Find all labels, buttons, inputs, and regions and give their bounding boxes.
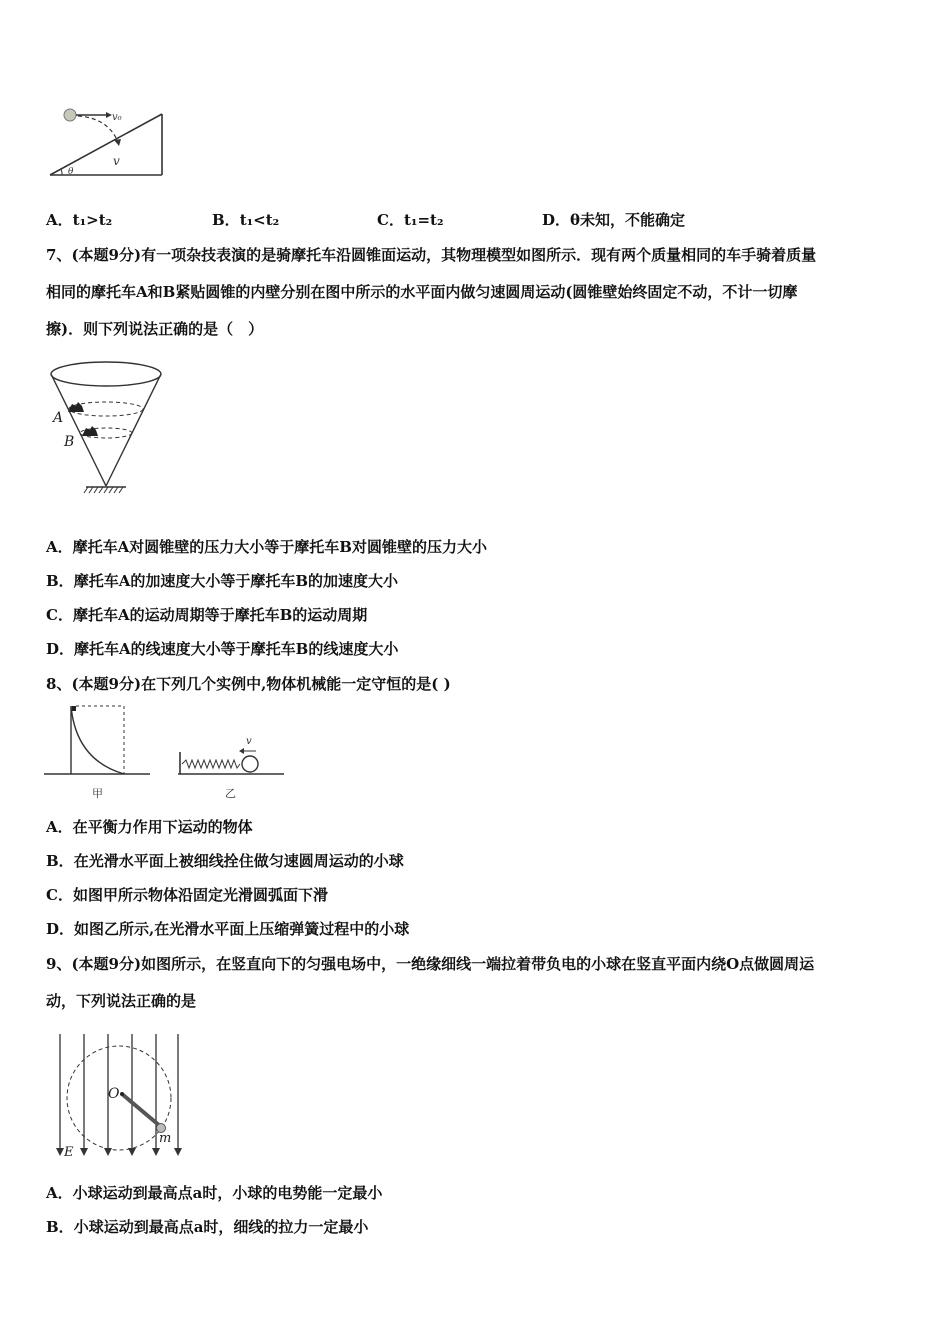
q6-option-b-text: t₁<t₂ — [239, 211, 280, 229]
string — [122, 1094, 160, 1126]
q8-score: (本题9分) — [71, 675, 142, 693]
q7-option-d-text: 摩托车A的线速度大小等于摩托车B的线速度大小 — [74, 640, 399, 658]
q8-option-c-letter: C． — [46, 886, 73, 904]
q9-score: (本题9分) — [71, 955, 142, 973]
q8-option-b-letter: B． — [46, 852, 74, 870]
q7-option-a-text: 摩托车A对圆锥壁的压力大小等于摩托车B对圆锥壁的压力大小 — [72, 538, 487, 556]
q7-option-b-text: 摩托车A的加速度大小等于摩托车B的加速度大小 — [73, 572, 399, 590]
q8-option-b-text: 在光滑水平面上被细线拴住做匀速圆周运动的小球 — [73, 852, 404, 870]
label-e: E — [64, 1145, 74, 1160]
spring — [182, 760, 240, 768]
q8-option-d-letter: D． — [46, 920, 75, 938]
field-figure — [46, 1034, 196, 1164]
v-arrow-head — [239, 748, 244, 754]
q7-option-d — [46, 639, 398, 659]
q8-option-a — [46, 817, 253, 837]
q8-option-a-text: 在平衡力作用下运动的物体 — [72, 818, 253, 836]
ball — [64, 109, 76, 121]
q6-option-a-letter: A． — [46, 211, 73, 229]
q7-stem-line1 — [46, 245, 816, 265]
q7-option-c — [46, 605, 367, 625]
q9-option-b — [46, 1217, 368, 1237]
ground-hatch — [84, 487, 123, 493]
q6-option-a — [46, 210, 112, 230]
q6-option-d — [542, 210, 685, 230]
label-v: v — [113, 154, 120, 168]
q6-option-c-letter: C． — [377, 211, 404, 229]
q6-option-d-text: θ未知，不能确定 — [570, 211, 686, 229]
q6-option-c-text: t₁=t₂ — [403, 211, 444, 229]
q9-number: 9、 — [46, 955, 72, 973]
label-v0: v₀ — [112, 112, 122, 123]
q9-option-a — [46, 1183, 382, 1203]
cone-right-wall — [106, 374, 161, 486]
q8-option-d-text: 如图乙所示,在光滑水平面上压缩弹簧过程中的小球 — [74, 920, 410, 938]
incline-slope — [50, 114, 162, 175]
q6-option-c — [377, 210, 444, 230]
trajectory-arrow — [114, 139, 121, 146]
field-arrowheads — [56, 1148, 182, 1156]
q8-option-c-text: 如图甲所示物体沿固定光滑圆弧面下滑 — [72, 886, 328, 904]
q6-option-a-text: t₁>t₂ — [72, 211, 113, 229]
label-theta: θ — [68, 167, 74, 177]
q6-option-b — [212, 210, 279, 230]
caption-yi: 乙 — [225, 787, 236, 800]
q7-option-c-letter: C． — [46, 606, 73, 624]
q8-option-d — [46, 919, 409, 939]
label-b: B — [64, 434, 75, 450]
label-m: m — [159, 1131, 172, 1146]
q7-option-b-letter: B． — [46, 572, 74, 590]
label-v-right: v — [246, 736, 252, 747]
q8-number: 8、 — [46, 675, 72, 693]
q7-stem-line3: 擦)．则下列说法正确的是（ ） — [46, 320, 264, 338]
arc-surface — [71, 706, 124, 774]
q8-stem-text: 在下列几个实例中,物体机械能一定守恒的是( ) — [141, 675, 451, 693]
caption-jia: 甲 — [92, 787, 103, 800]
q7-number: 7、 — [46, 246, 72, 264]
q7-option-a — [46, 537, 487, 557]
label-o: O — [108, 1086, 120, 1102]
q9-option-a-letter: A． — [46, 1184, 73, 1202]
pivot-o — [120, 1092, 124, 1096]
theta-arc — [61, 169, 62, 175]
q7-option-b — [46, 571, 398, 591]
incline-figure — [46, 104, 176, 184]
q9-option-b-text: 小球运动到最高点a时，细线的拉力一定最小 — [73, 1218, 369, 1236]
ball-right — [242, 756, 258, 772]
q9-stem-text1: 如图所示，在竖直向下的匀强电场中，一绝缘细线一端拉着带负电的小球在竖直平面内绕O点做圆周运 — [141, 955, 815, 973]
q9-stem-line2: 动，下列说法正确的是 — [46, 992, 197, 1010]
label-a: A — [53, 410, 64, 426]
block-on-arc — [72, 706, 76, 711]
q7-option-a-letter: A． — [46, 538, 73, 556]
q8-figures — [44, 702, 294, 802]
q8-stem — [46, 674, 451, 694]
q8-option-b — [46, 851, 404, 871]
q7-stem-line2: 相同的摩托车A和B紧贴圆锥的内壁分别在图中所示的水平面内做匀速圆周运动(圆锥壁始终固定不动，不计一切摩 — [46, 283, 798, 301]
q7-option-d-letter: D． — [46, 640, 75, 658]
q7-option-c-text: 摩托车A的运动周期等于摩托车B的运动周期 — [72, 606, 368, 624]
q9-option-a-text: 小球运动到最高点a时，小球的电势能一定最小 — [72, 1184, 383, 1202]
q9-option-b-letter: B． — [46, 1218, 74, 1236]
q8-option-c — [46, 885, 328, 905]
cone-top-rim — [51, 362, 161, 386]
q6-option-b-letter: B． — [212, 211, 240, 229]
cone-figure — [44, 352, 174, 502]
q6-option-d-letter: D． — [542, 211, 571, 229]
q8-option-a-letter: A． — [46, 818, 73, 836]
q7-score: (本题9分) — [71, 246, 142, 264]
q9-stem-line1 — [46, 954, 814, 974]
cone-left-wall — [51, 374, 106, 486]
motorbike-b — [82, 426, 98, 436]
q7-stem-text1: 有一项杂技表演的是骑摩托车沿圆锥面运动，其物理模型如图所示．现有两个质量相同的车手骑着质量 — [141, 246, 817, 264]
